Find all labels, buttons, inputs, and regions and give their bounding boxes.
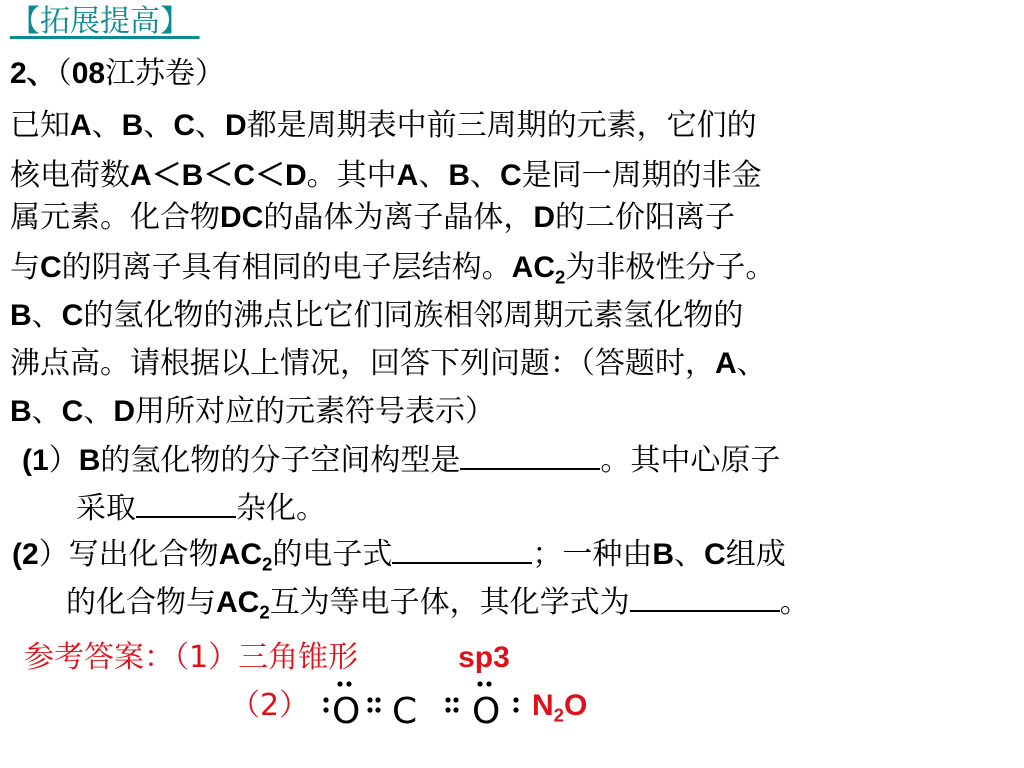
answer-line-1 [24,640,510,676]
paragraph-line-2 [10,158,762,194]
text: 用所对应的元素符号表示） [135,394,496,429]
text: 。其中心原子 [600,443,781,478]
text: 、 [418,158,449,193]
text: A [396,159,419,192]
formula-n: N [532,689,554,722]
text: (2 [12,538,39,571]
paragraph-line-6 [10,346,767,382]
text: 的氢化物的沸点比它们同族相邻周期元素氢化物的 [83,298,744,333]
text: A＜B＜C＜D [130,159,307,192]
text: AC [216,586,260,619]
text: 与 [10,250,40,285]
text: 属元素。化合物 [10,200,220,235]
text: 的化合物与 [66,585,216,620]
text: (1 [22,444,49,477]
text: B [121,109,144,142]
text: 、 [470,158,501,193]
text: 。其中 [306,158,397,193]
text: 的氢化物的分子空间构型是 [100,443,461,478]
text: ）写出化合物 [38,537,219,572]
lewis-atom-o-right: O [472,691,501,730]
slide-title [10,4,200,40]
answer-blank [460,442,600,470]
question-2-line-2 [66,584,810,631]
source-year: 08 [71,57,106,90]
question-1-line-2 [76,490,326,527]
text: 沸点高。请根据以上情况，回答下列问题：（答题时， [10,346,715,381]
formula-subscript: 2 [553,704,565,726]
text: 互为等电子体，其化学式为 [269,585,630,620]
text: B [10,395,32,428]
paragraph-line-4 [10,250,775,296]
text: 的二价阳离子 [555,200,736,235]
answer-2-formula [532,688,587,734]
paragraph-line-1 [10,108,757,144]
answer-line-2-prefix [230,688,309,724]
text: 都是周期表中前三周期的元素，它们的 [246,108,757,143]
text: B [652,538,675,571]
answer-blank [630,584,780,612]
text: 核电荷数 [10,158,130,193]
text: ） [48,443,79,478]
text: 为非极性分子。 [565,250,776,285]
text: ；一种由 [532,537,653,572]
question-number: 2、 [10,57,57,90]
answer-label: 参考答案： [24,640,174,675]
text: 、 [83,394,114,429]
text: 、 [736,346,767,381]
text: D [113,395,136,428]
text: 、 [91,108,122,143]
text: C [61,299,84,332]
source-name: 江苏卷） [105,56,226,91]
question-1-line-1 [22,442,780,479]
text: C [61,395,84,428]
text: DC [220,201,264,234]
text: B [448,159,471,192]
co2-lewis-structure [322,676,522,730]
text: B [78,444,101,477]
answer-1-hybrid: sp3 [458,641,510,674]
text: 的阴离子具有相同的电子层结构。 [61,250,512,285]
text: 杂化。 [236,491,326,526]
paragraph-line-7 [10,394,495,430]
text: 、 [674,537,705,572]
answer-1-text: 三角锥形 [238,640,359,675]
text: C [704,538,726,571]
text: 。 [779,585,810,620]
title-text: 【拓展提高】 [10,4,190,39]
text: 、 [143,108,174,143]
text: 是同一周期的非金 [521,158,762,193]
text: 组成 [725,537,786,572]
text: A [715,347,737,380]
text: C [173,109,196,142]
question-header [10,56,225,92]
lewis-atom-c: C [392,691,418,730]
text: 已知 [10,108,70,143]
text: B [10,299,32,332]
answer-blank [392,536,532,564]
lewis-atom-o-left: O [332,691,361,730]
source-paren: （ [56,56,72,91]
question-2-line-1 [12,536,786,583]
subscript: 2 [555,266,566,288]
text: D [225,109,247,142]
subscript: 2 [259,601,270,623]
text: AC [511,251,556,284]
text: 采取 [76,491,136,526]
answer-2-prefix: （2） [230,688,310,723]
text: 、 [31,394,62,429]
text: C [40,251,62,284]
formula-o: O [564,689,588,722]
text: AC [218,538,263,571]
paragraph-line-5 [10,298,743,334]
text: 的电子式 [272,537,393,572]
answer-blank [136,490,236,518]
paragraph-line-3 [10,200,735,236]
text: C [500,159,522,192]
text: A [70,109,92,142]
answer-1-prefix: （1） [174,640,239,675]
text: 的晶体为离子晶体， [263,200,534,235]
subscript: 2 [262,553,273,575]
text: 、 [195,108,226,143]
text: 、 [31,298,62,333]
text: D [533,201,556,234]
